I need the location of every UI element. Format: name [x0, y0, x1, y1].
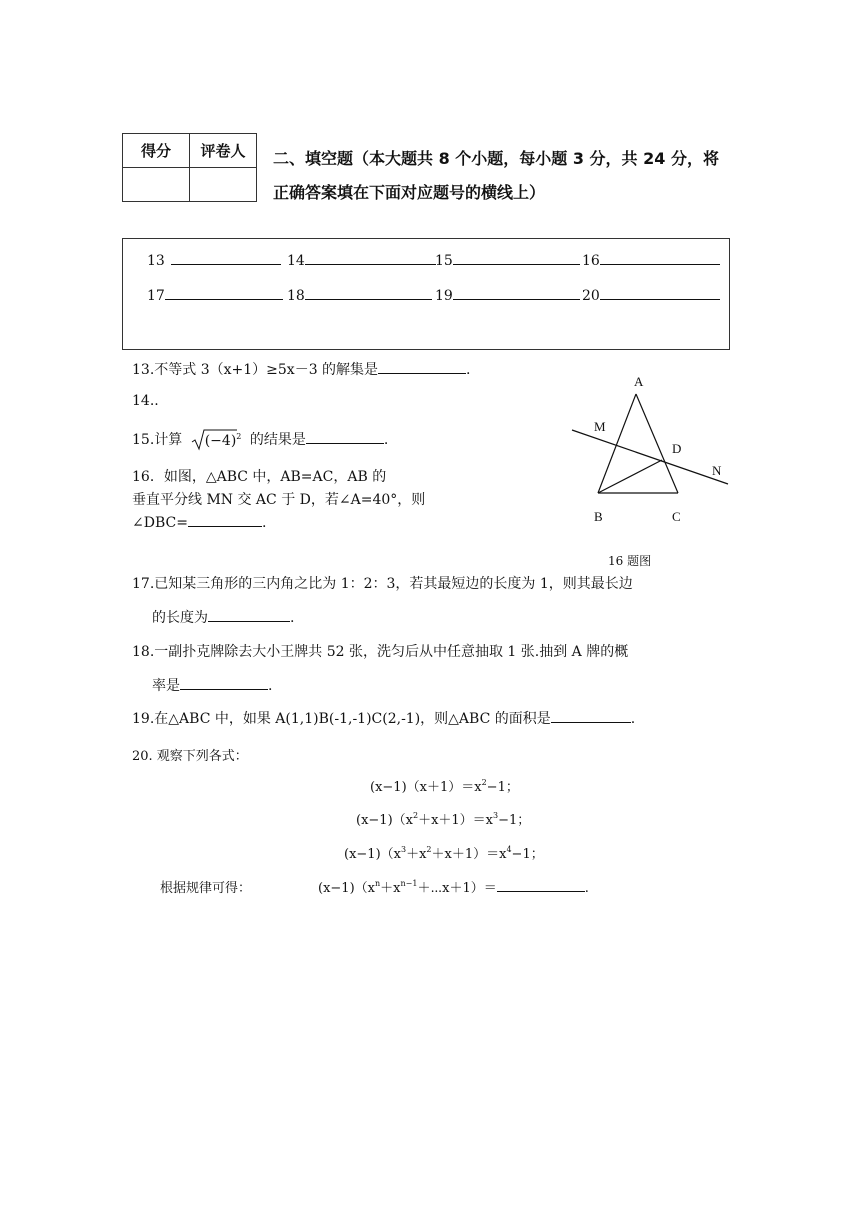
- question-19: 19.在△ABC 中，如果 A(1,1)B(-1,-1)C(2,-1)，则△ABC 的面积是 .: [132, 708, 635, 728]
- answer-14[interactable]: 14: [287, 250, 436, 269]
- answer-16[interactable]: 16: [582, 250, 720, 269]
- answer-19[interactable]: 19: [435, 285, 580, 304]
- score-cell[interactable]: [123, 168, 190, 202]
- label-m: M: [594, 419, 606, 434]
- question-17-line2: 的长度为 .: [152, 607, 294, 627]
- sqrt-expression: $(-4)^2$: [191, 432, 242, 449]
- question-20-intro: 20. 观察下列各式：: [132, 749, 248, 764]
- question-16-line1: 16．如图，△ABC 中，AB=AC，AB 的: [132, 469, 387, 485]
- blank-18[interactable]: [180, 675, 268, 690]
- label-c: C: [672, 509, 681, 524]
- line-mn: [572, 430, 728, 484]
- label-d: D: [672, 441, 682, 456]
- question-16-line3: ∠DBC= .: [132, 512, 266, 531]
- segment-bd: [598, 460, 662, 493]
- answer-20[interactable]: 20: [582, 285, 720, 304]
- blank-16[interactable]: [188, 512, 262, 527]
- equation-2: $(x-1)(x^2+x+1)=x^3-1$；: [356, 811, 531, 828]
- label-a: A: [634, 374, 644, 389]
- question-18-line1: 18.一副扑克牌除去大小王牌共 52 张，洗匀后从中任意抽取 1 张.抽到 A 牌的概: [132, 644, 629, 660]
- answer-17[interactable]: 17: [147, 285, 283, 304]
- blank-13[interactable]: [378, 359, 466, 374]
- equation-1: $(x-1)(x+1)=x^2-1$；: [370, 778, 519, 795]
- section-title-line1: 二、填空题（本大题共 8 个小题，每小题 3 分，共 24 分，将: [273, 149, 719, 168]
- question-20-conclusion-label: 根据规律可得：: [160, 881, 252, 896]
- question-18-line2: 率是 .: [152, 675, 272, 695]
- blank-19[interactable]: [551, 708, 631, 723]
- radical-sign-icon: [191, 428, 237, 452]
- equation-general: $(x-1)(x^n+x^{n-1}+\cdots x+1)=$ .: [318, 879, 589, 896]
- question-17-line1: 17.已知某三角形的三内角之比为 1：2：3，若其最短边的长度为 1，则其最长边: [132, 576, 633, 592]
- grader-header: 评卷人: [190, 134, 257, 168]
- label-b: B: [594, 509, 603, 524]
- label-n: N: [712, 463, 722, 478]
- equation-3: $(x-1)(x^3+x^2+x+1)=x^4-1$；: [344, 845, 544, 862]
- blank-15[interactable]: [306, 429, 384, 444]
- score-header: 得分: [123, 134, 190, 168]
- answer-18[interactable]: 18: [287, 285, 432, 304]
- question-14: 14..: [132, 393, 159, 409]
- blank-17[interactable]: [208, 607, 290, 622]
- answer-13[interactable]: 13: [147, 250, 281, 269]
- question-15: 15.计算 $(-4)^2$ 的结果是 .: [132, 429, 388, 449]
- section-title-line2: 正确答案填在下面对应题号的横线上）: [273, 183, 546, 202]
- question-16-line2: 垂直平分线 MN 交 AC 于 D，若∠A=40°，则: [132, 492, 426, 508]
- figure-caption: 16 题图: [608, 554, 652, 568]
- grader-cell[interactable]: [190, 168, 257, 202]
- blank-20[interactable]: [497, 877, 585, 892]
- segment-ab: [598, 394, 636, 493]
- answer-sheet: [122, 238, 730, 350]
- question-13: 13.不等式 3（x+1）≥5x－3 的解集是 .: [132, 359, 471, 379]
- answer-15[interactable]: 15: [435, 250, 580, 269]
- score-table: [122, 133, 257, 202]
